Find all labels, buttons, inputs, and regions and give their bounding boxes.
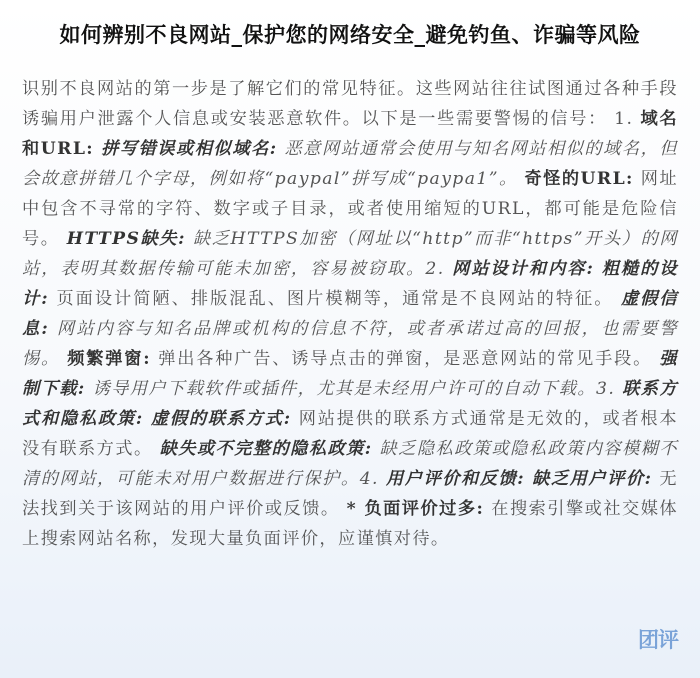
section-4: [360, 469, 653, 489]
item-label: 虚假信息:: [22, 289, 678, 339]
item-label: 粗糙的设计:: [22, 259, 678, 309]
item-label: 缺乏用户评价:: [532, 469, 653, 489]
section-heading: 域名和URL:: [22, 109, 678, 159]
item-label: 频繁弹窗:: [67, 349, 151, 369]
section-heading: 用户评价和反馈:: [385, 469, 526, 489]
item-label: 奇怪的URL:: [524, 169, 634, 189]
section-number: 2.: [425, 259, 445, 279]
item-text: 缺乏隐私政策或隐私政策内容模糊不清的网站，可能未对用户数据进行保护。: [22, 439, 678, 489]
section-number: 4.: [359, 469, 379, 489]
item-text: 在搜索引擎或社交媒体上搜索网站名称，发现大量负面评价，应谨慎对待。: [22, 499, 678, 549]
item-label: * 负面评价过多:: [346, 499, 485, 519]
intro-text: 识别不良网站的第一步是了解它们的常见特征。这些网站往往试图通过各种手段诱骗用户泄露个人信息或安装恶意软件。以下是一些需要警惕的信号：: [22, 79, 678, 129]
item-text: 无法找到关于该网站的用户评价或反馈。: [22, 469, 679, 519]
section-heading: 网站设计和内容:: [452, 259, 595, 279]
section-number: 3.: [595, 379, 616, 399]
item-text: 恶意网站通常会使用与知名网站相似的域名，但会故意拼错几个字母，例如将“paypal”拼写成“paypa1”。: [22, 139, 678, 189]
item-text: 网址中包含不寻常的字符、数字或子目录，或者使用缩短的URL，都可能是危险信号。: [22, 169, 678, 249]
item-label: HTTPS缺失:: [66, 229, 186, 249]
site-logo: 团评: [638, 628, 678, 652]
item-label: 强制下载:: [22, 349, 678, 399]
section-heading: 联系方式和隐私政策:: [22, 379, 678, 429]
section-1: [22, 109, 678, 279]
item-text: 网站提供的联系方式通常是无效的，或者根本没有联系方式。: [22, 409, 678, 459]
item-text: 网站内容与知名品牌或机构的信息不符，或者承诺过高的回报，也需要警惕。: [22, 319, 678, 369]
page-title: 如何辨别不良网站_保护您的网络安全_避免钓鱼、诈骗等风险: [59, 22, 641, 47]
item-text: 弹出各种广告、诱导点击的弹窗，是恶意网站的常见手段。: [158, 349, 653, 369]
section-number: 1.: [614, 109, 634, 129]
item-text: 页面设计简陋、排版混乱、图片模糊等，通常是不良网站的特征。: [56, 289, 614, 309]
item-label: 缺失或不完整的隐私政策:: [159, 439, 373, 459]
item-text: 缺乏HTTPS加密（网址以“http”而非“https”开头）的网站，表明其数据传输可能未加密，容易被窃取。: [22, 229, 678, 279]
item-label: 拼写错误或相似域名:: [101, 139, 278, 159]
item-label: 虚假的联系方式:: [150, 409, 292, 429]
item-text: 诱导用户下载软件或插件，尤其是未经用户许可的自动下载。: [92, 379, 596, 399]
article-body: [22, 74, 678, 554]
